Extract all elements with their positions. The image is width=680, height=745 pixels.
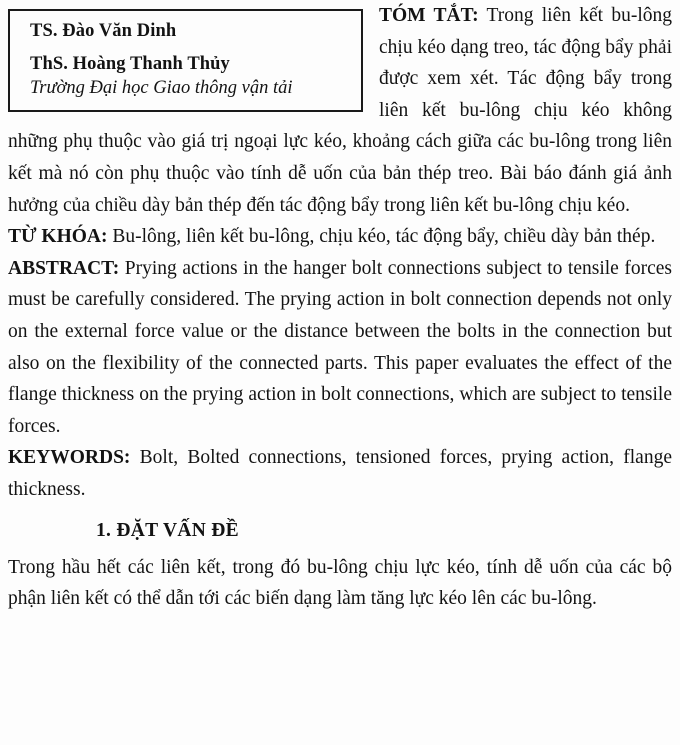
keywords-vietnamese-text: Bu-lông, liên kết bu-lông, chịu kéo, tác động bẩy, chiều dày bản thép.	[107, 226, 656, 248]
abstract-vietnamese-label: TÓM TẮT:	[379, 5, 479, 26]
keywords-english-text: Bolt, Bolted connections, tensioned forces, prying action, flange thickness.	[8, 447, 672, 500]
author-name-primary: TS. Đào Văn Dinh	[30, 21, 177, 41]
section-heading-1: 1. ĐẶT VẤN ĐỀ	[96, 519, 239, 541]
keywords-vietnamese-label: TỪ KHÓA:	[8, 226, 108, 248]
keywords-vietnamese	[8, 221, 672, 253]
author-affiliation: Trường Đại học Giao thông vận tải	[30, 78, 293, 98]
abstract-english-text: Prying actions in the hanger bolt connections subject to tensile forces must be carefully considered. The prying action in bolt connection depends not only on the external force value or the distance between the bolts in the connection but also on the flexibility of the connected parts. This paper evaluates the effect of the flange thickness on the prying action in bolt connections, which are subject to tensile forces.	[8, 257, 672, 437]
author-info-box	[8, 9, 363, 112]
abstract-english-label: ABSTRACT:	[8, 257, 120, 279]
abstract-english	[8, 253, 672, 443]
keywords-english-label: KEYWORDS:	[8, 447, 131, 469]
section-1-paragraph: Trong hầu hết các liên kết, trong đó bu-lông chịu lực kéo, tính dễ uốn của các bộ phận liên kết có thể dẫn tới các biến dạng làm tăng lực kéo lên các bu-lông.	[8, 556, 672, 610]
abstract-vietnamese-text: Trong liên kết bu-lông chịu kéo dạng treo, tác động bẩy phải được xem xét. Tác động bẩy trong liên kết bu-lông chịu kéo không những phụ thuộc vào giá trị ngoại lực kéo, khoảng cách giữa các bu-lông trong liên kết mà nó còn phụ thuộc vào tính dễ uốn của bản thép treo. Bài báo đánh giá ảnh hưởng của chiều dày bản thép đến tác động bẩy trong liên kết bu-lông chịu kéo.	[8, 5, 672, 216]
keywords-english	[8, 442, 672, 505]
author-name-secondary: ThS. Hoàng Thanh Thủy	[30, 53, 230, 74]
